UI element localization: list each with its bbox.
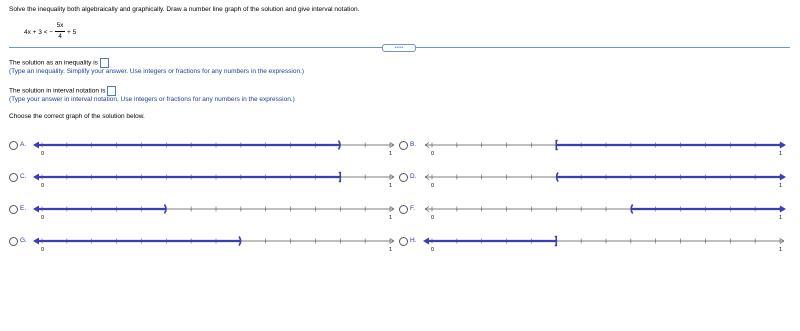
ray-arrow-left — [33, 174, 39, 181]
tick-label-start: 0 — [431, 151, 435, 157]
option-label: C. — [20, 173, 27, 180]
graph-option-e[interactable] — [9, 203, 397, 227]
fraction-denominator: 4 — [58, 33, 62, 40]
option-label: D. — [410, 173, 417, 180]
option-label: B. — [410, 141, 417, 148]
graph-option-d[interactable] — [399, 171, 787, 195]
q1-prompt — [9, 58, 109, 68]
tick-label-end: 1 — [779, 247, 783, 253]
inequality-left: 4x + 3 < − — [24, 29, 54, 36]
number-line — [9, 139, 397, 153]
option-label: H. — [410, 237, 417, 244]
ray-arrow-left — [33, 238, 39, 245]
graph-option-h[interactable] — [399, 235, 787, 259]
graph-option-c[interactable] — [9, 171, 397, 195]
tick-label-start: 0 — [431, 183, 435, 189]
number-line — [399, 203, 787, 217]
tick-label-start: 0 — [431, 215, 435, 221]
ray-arrow-right — [780, 142, 786, 149]
tick-label-end: 1 — [389, 247, 393, 253]
tick-label-start: 0 — [41, 247, 45, 253]
q1-prompt-text: The solution as an inequality is — [9, 59, 98, 67]
option-label: E. — [20, 205, 27, 212]
ray-arrow-left — [33, 142, 39, 149]
option-label: A. — [20, 141, 27, 148]
ray-arrow-left — [33, 206, 39, 213]
ray-arrow-right — [780, 174, 786, 181]
option-label: G. — [20, 237, 27, 244]
q2-prompt-text: The solution in interval notation is — [9, 87, 106, 95]
number-line — [399, 235, 787, 249]
inequality-answer-box[interactable] — [100, 58, 109, 68]
tick-label-end: 1 — [779, 215, 783, 221]
number-line — [399, 171, 787, 185]
fraction-numerator: 5x — [56, 22, 64, 29]
tick-label-end: 1 — [389, 215, 393, 221]
ray-arrow-left — [423, 238, 429, 245]
graph-option-f[interactable] — [399, 203, 787, 227]
graph-prompt: Choose the correct graph of the solution below. — [9, 113, 145, 120]
number-line — [9, 235, 397, 249]
graph-option-b[interactable] — [399, 139, 787, 163]
inequality-right: + 5 — [67, 29, 77, 36]
graph-option-a[interactable] — [9, 139, 397, 163]
q2-hint: (Type your answer in interval notation. Use integers or fractions for any numbers in the expression.) — [9, 96, 295, 103]
tick-label-start: 0 — [431, 247, 435, 253]
fraction-bar — [55, 31, 65, 32]
tick-label-start: 0 — [41, 215, 45, 221]
graph-option-g[interactable] — [9, 235, 397, 259]
tick-label-end: 1 — [389, 151, 393, 157]
tick-label-end: 1 — [779, 151, 783, 157]
q2-prompt — [9, 86, 116, 96]
number-line — [9, 171, 397, 185]
tick-label-end: 1 — [389, 183, 393, 189]
ray-arrow-right — [780, 206, 786, 213]
instruction-text: Solve the inequality both algebraically and graphically. Draw a number line graph of the solution and give interval notation. — [9, 6, 360, 13]
tick-label-start: 0 — [41, 183, 45, 189]
q1-hint: (Type an inequality. Simplify your answer. Use integers or fractions for any numbers in the expression.) — [9, 68, 305, 75]
option-label: F. — [410, 205, 416, 212]
interval-answer-box[interactable] — [107, 86, 116, 96]
divider-handle[interactable]: ••••• — [382, 44, 416, 52]
number-line — [399, 139, 787, 153]
tick-label-start: 0 — [41, 151, 45, 157]
tick-label-end: 1 — [779, 183, 783, 189]
number-line — [9, 203, 397, 217]
